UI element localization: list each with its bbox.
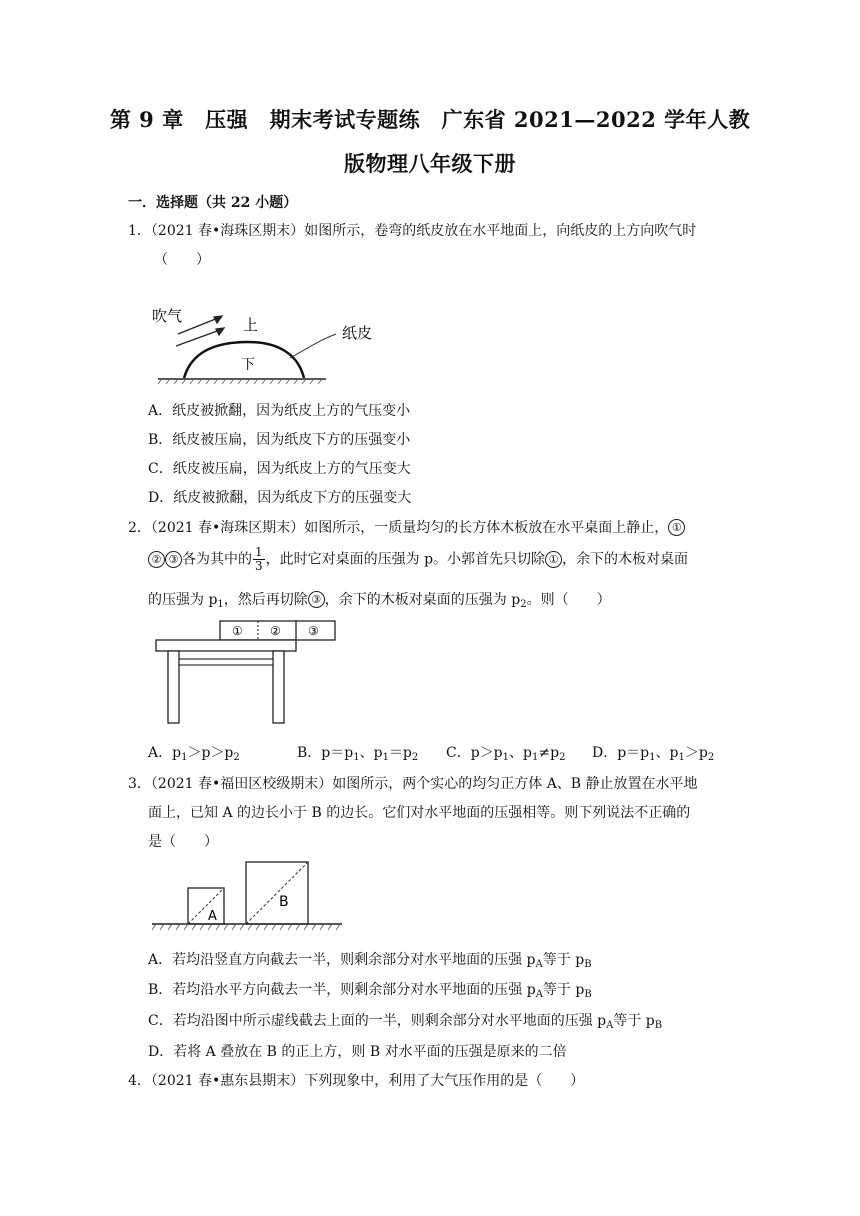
q3-option-a: A．若均沿竖直方向截去一半，则剩余部分对水平地面的压强 $p_A$等于 $p_B$ bbox=[148, 952, 592, 970]
cube-a-label: A bbox=[208, 909, 217, 924]
table-leg-left bbox=[168, 651, 179, 723]
doc-title-line2: 版物理八年级下册 bbox=[344, 151, 516, 176]
q2-text-1: 2．（2021 春•海珠区期末）如图所示，一质量均匀的长方体木板放在水平桌面上静止， bbox=[128, 520, 669, 536]
table-crossbar bbox=[179, 659, 273, 665]
ground-hatching bbox=[152, 924, 340, 930]
board-label-2: ② bbox=[270, 624, 281, 638]
q2-stem-line1 bbox=[128, 517, 685, 537]
q1-stem-line2: （ ） bbox=[154, 252, 210, 268]
q2-figure bbox=[150, 618, 350, 730]
q2-text-2c: ，余下的木板对桌面 bbox=[562, 551, 689, 568]
label-paper: 纸皮 bbox=[342, 324, 373, 342]
q2-option-d: D．$p=p_1$、$p_1>p_2$ bbox=[592, 745, 715, 763]
label-up: 上 bbox=[243, 316, 259, 334]
q3-option-d: D．若将 A 叠放在 B 的正上方，则 B 对水平面的压强是原来的二倍 bbox=[148, 1044, 567, 1060]
board-label-3: ③ bbox=[308, 624, 319, 638]
q1-option-d: D．纸皮被掀翻，因为纸皮下方的压强变大 bbox=[148, 490, 412, 506]
q2-option-b: B．$p=p_1$、$p_1=p_2$ bbox=[297, 745, 419, 763]
q2-circle-3b: ③ bbox=[308, 591, 325, 608]
q3-stem-line3: 是（ ） bbox=[148, 834, 218, 850]
q2-circle-2: ② bbox=[148, 551, 165, 568]
q1-figure bbox=[148, 298, 388, 388]
q3-option-c: C．若均沿图中所示虚线截去上面的一半，则剩余部分对水平地面的压强 $p_A$等于 $p_B$ bbox=[148, 1013, 663, 1031]
q2-text-3a: 的压强为 p bbox=[148, 592, 218, 608]
q3-option-b: B．若均沿水平方向截去一半，则剩余部分对水平地面的压强 $p_A$等于 $p_B$ bbox=[148, 982, 592, 1000]
q2-option-c: C．$p>p_1$、$p_1\ne p_2$ bbox=[446, 745, 566, 763]
q2-circle-1: ① bbox=[668, 519, 685, 536]
board-label-1: ① bbox=[232, 624, 243, 638]
table-leg-right bbox=[273, 651, 284, 723]
q2-circle-1b: ① bbox=[545, 551, 562, 568]
table-top bbox=[156, 640, 296, 651]
q2-text-2a: 各为其中的 bbox=[182, 551, 252, 568]
q4-stem: 4．（2021 春•惠东县期末）下列现象中，利用了大气压作用的是（ ） bbox=[128, 1073, 585, 1089]
q2-stem-line2 bbox=[148, 546, 688, 573]
q3-stem-line1: 3．（2021 春•福田区校级期末）如图所示，两个实心的均匀正方体 A、B 静止放置在水平地 bbox=[128, 776, 698, 792]
doc-title-line1: 第 9 章 压强 期末考试专题练 广东省 2021—2022 学年人教 bbox=[109, 107, 751, 132]
cube-b bbox=[246, 862, 308, 924]
q3-stem-line2: 面上，已知 A 的边长小于 B 的边长。它们对水平地面的压强相等。则下列说法不正确的 bbox=[148, 805, 691, 821]
label-blow: 吹气 bbox=[152, 307, 183, 325]
q1-option-c: C．纸皮被压扁，因为纸皮上方的气压变大 bbox=[148, 461, 411, 477]
q2-circle-3: ③ bbox=[165, 551, 182, 568]
q2-frac-num: 1 bbox=[255, 545, 263, 559]
q2-frac-den: 3 bbox=[255, 559, 263, 573]
q2-fraction bbox=[253, 546, 265, 573]
q2-sub-2: 2 bbox=[520, 599, 527, 610]
q2-text-2b: ，此时它对桌面的压强为 p。小郭首先只切除 bbox=[265, 551, 546, 568]
q3-figure bbox=[148, 858, 358, 938]
label-down: 下 bbox=[241, 357, 255, 373]
q2-stem-line3 bbox=[148, 589, 611, 610]
q2-text-3b: ，然后再切除 bbox=[223, 592, 308, 608]
section-heading: 一．选择题（共 22 小题） bbox=[128, 195, 298, 211]
q2-option-a: A．$p_1>p>p_2$ bbox=[148, 745, 240, 763]
q1-stem-line1: 1．（2021 春•海珠区期末）如图所示，卷弯的纸皮放在水平地面上，向纸皮的上方向吹气时 bbox=[128, 223, 697, 239]
q1-option-b: B．纸皮被压扁，因为纸皮下方的压强变小 bbox=[148, 432, 411, 448]
q1-option-a: A．纸皮被掀翻，因为纸皮上方的气压变小 bbox=[148, 403, 411, 419]
q2-sub-1: 1 bbox=[217, 599, 224, 610]
q2-text-3d: 。则（ ） bbox=[526, 592, 611, 608]
wind-arrows bbox=[176, 316, 224, 346]
cube-b-label: B bbox=[279, 894, 289, 910]
q2-text-3c: ，余下的木板对桌面的压强为 p bbox=[324, 592, 521, 608]
